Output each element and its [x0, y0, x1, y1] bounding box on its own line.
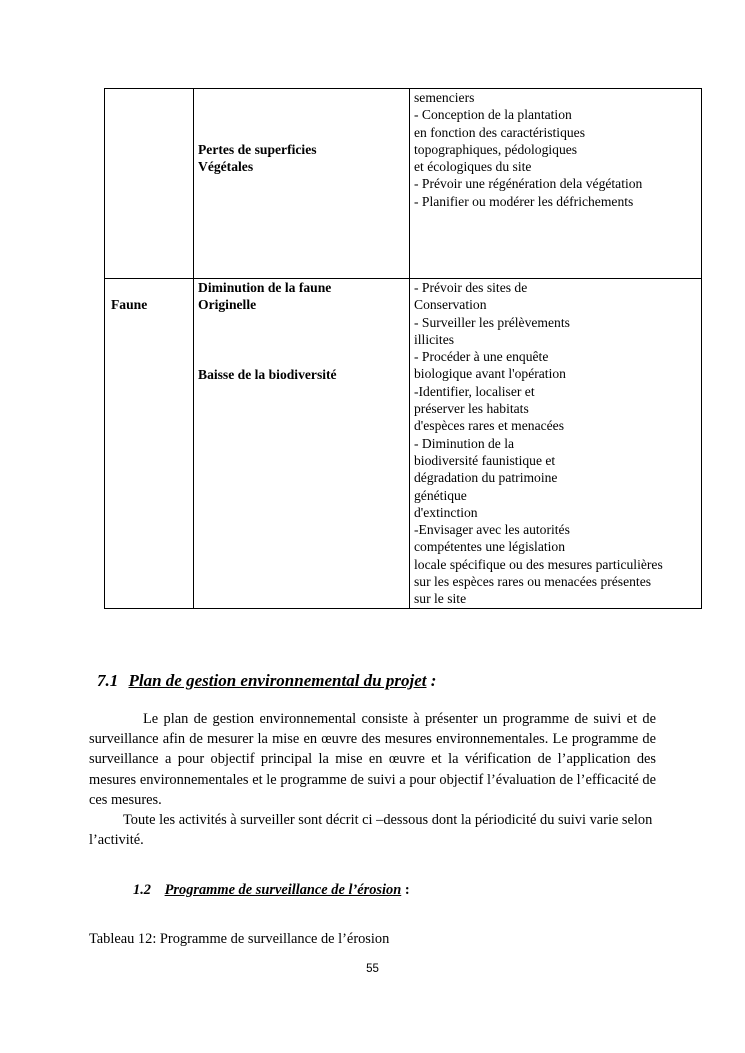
table-row — [105, 89, 702, 279]
paragraph-text: Le plan de gestion environnemental consiste à présenter un programme de suivi et de surveillance afin de mesurer la mise en œuvre des mesures environnementales. Le programme de surveillance a pour objectif principal la mise en œuvre et la vérification de l’application des mesures environnementales et le programme de suivi a pour objectif l’évaluation de l’efficacité de ces mesures. — [89, 711, 656, 808]
measure-line: biodiversité faunistique et — [414, 452, 556, 468]
measure-line: - Prévoir une régénération dela végétation — [414, 176, 643, 192]
measure-line: -Identifier, localiser et — [414, 383, 535, 399]
measure-line: d'extinction — [414, 504, 478, 520]
category-cell — [105, 89, 194, 279]
section-number: 7.1 — [97, 671, 119, 690]
measure-line: - Planifier ou modérer les défrichements — [414, 193, 634, 209]
measure-line: sur le site — [414, 591, 467, 607]
impact-measures-table — [104, 88, 702, 609]
impact-line: Diminution de la faune — [198, 280, 332, 295]
measure-line: en fonction des caractéristiques — [414, 124, 585, 140]
measure-line: semenciers — [414, 90, 475, 105]
section-colon: : — [404, 882, 410, 898]
table-row — [105, 279, 702, 609]
measure-line: - Prévoir des sites de — [414, 280, 528, 295]
section-number: 1.2 — [133, 882, 151, 898]
measure-line: - Diminution de la — [414, 435, 515, 451]
measures-cell — [410, 89, 702, 279]
paragraph-plan-gestion — [89, 709, 656, 850]
impact-line: Végétales — [198, 159, 254, 175]
measure-line: préserver les habitats — [414, 401, 529, 417]
measure-line: sur les espèces rares ou menacées présentes — [414, 574, 652, 590]
measure-line: -Envisager avec les autorités — [414, 522, 570, 538]
impact-cell — [194, 89, 410, 279]
measure-line: - Conception de la plantation — [414, 107, 572, 123]
section-title: Plan de gestion environnemental du projet — [128, 671, 427, 690]
measure-line: biologique avant l'opération — [414, 366, 566, 382]
impact-cell — [194, 279, 410, 609]
category-cell — [105, 279, 194, 609]
paragraph-text: Toute les activités à surveiller sont décrit ci –dessous dont la périodicité du suivi varie selon l’activité. — [89, 812, 653, 849]
measures-cell — [410, 279, 702, 609]
section-7-1-heading — [97, 671, 436, 691]
impact-line: Pertes de superficies — [198, 142, 317, 157]
measure-line: d'espèces rares et menacées — [414, 418, 565, 434]
measure-line: - Surveiller les prélèvements — [414, 314, 570, 330]
measure-line: locale spécifique ou des mesures particulières — [414, 556, 663, 572]
section-colon: : — [430, 671, 437, 690]
table-caption: Tableau 12: Programme de surveillance de l’érosion — [89, 931, 390, 947]
measure-line: génétique — [414, 487, 467, 503]
section-title: Programme de surveillance de l’érosion — [164, 882, 402, 898]
measure-line: topographiques, pédologiques — [414, 141, 578, 157]
measure-line: - Procéder à une enquête — [414, 349, 549, 365]
measure-line: dégradation du patrimoine — [414, 470, 558, 486]
page-number: 55 — [366, 963, 379, 975]
category-label: Faune — [111, 297, 148, 312]
impact-line: Baisse de la biodiversité — [198, 366, 337, 382]
impact-line: Originelle — [198, 297, 257, 313]
measure-line: compétentes une législation — [414, 539, 565, 555]
section-1-2-heading — [133, 882, 410, 899]
measure-line: Conservation — [414, 297, 487, 313]
measure-line: illicites — [414, 331, 455, 347]
measure-line: et écologiques du site — [414, 159, 532, 175]
